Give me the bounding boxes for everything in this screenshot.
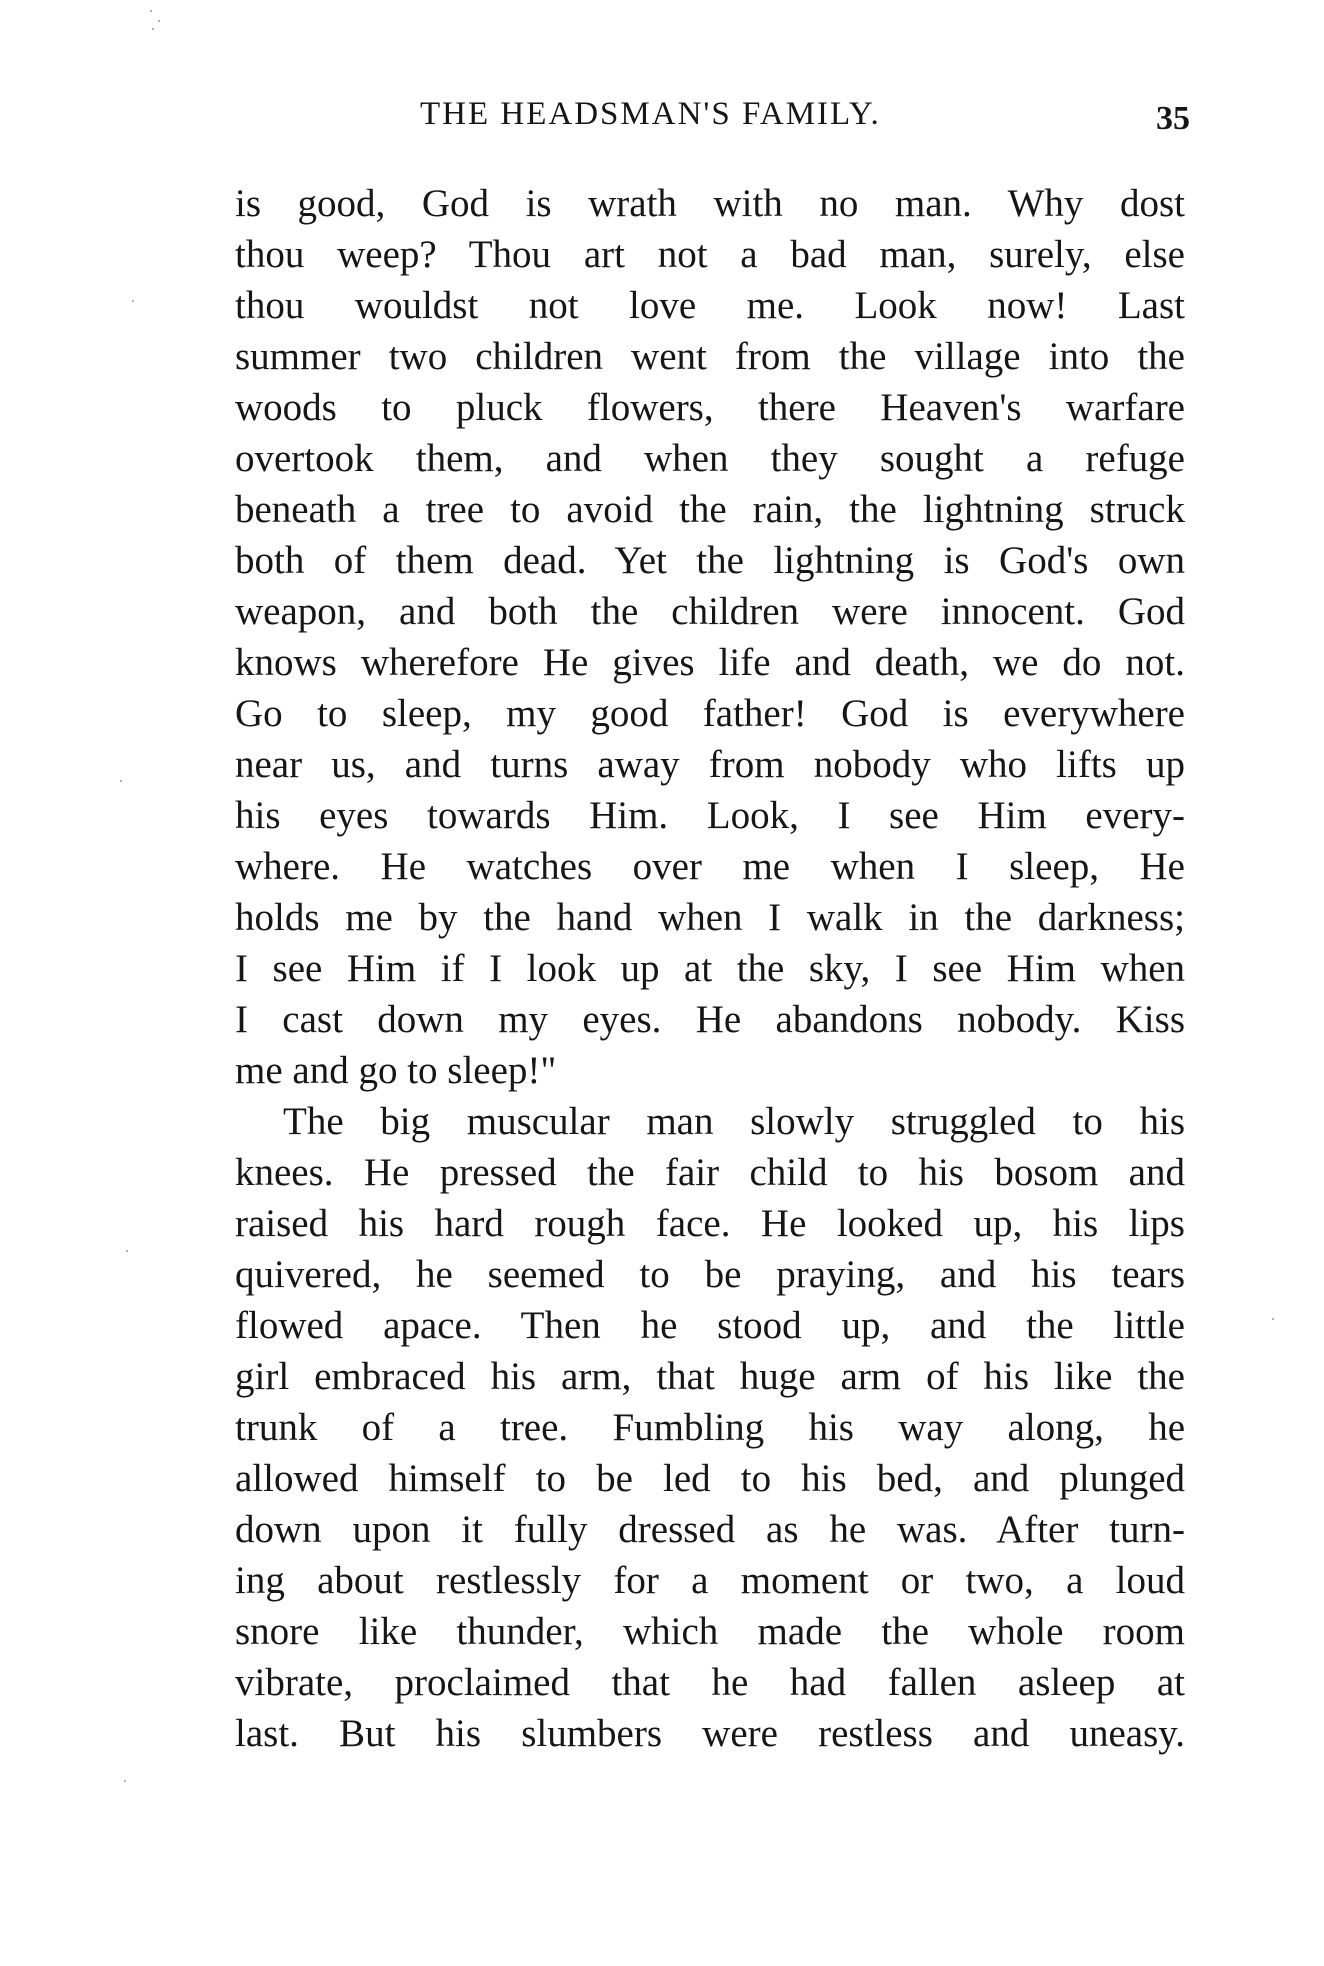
text-line: woods to pluck flowers, there Heaven's warfare [235, 386, 1185, 429]
text-line: knows wherefore He gives life and death, we do not. [235, 641, 1185, 684]
text-line: thou wouldst not love me. Look now! Last [235, 284, 1185, 327]
scan-speck [126, 1250, 128, 1252]
text-line: I see Him if I look up at the sky, I see Him when [235, 947, 1185, 990]
text-line: ing about restlessly for a moment or two, a loud [235, 1559, 1185, 1602]
page-number: 35 [1156, 100, 1190, 137]
text-line: vibrate, proclaimed that he had fallen asleep at [235, 1661, 1185, 1704]
text-line: me and go to sleep!" [235, 1049, 557, 1092]
paragraph-1 [235, 178, 1185, 1096]
text-line: raised his hard rough face. He looked up, his lips [235, 1202, 1185, 1245]
text-line: I cast down my eyes. He abandons nobody. Kiss [235, 998, 1185, 1041]
text-line: Go to sleep, my good father! God is everywhere [235, 692, 1185, 735]
body-text [235, 178, 1185, 1759]
scan-speck [1272, 1318, 1274, 1320]
text-line: thou weep? Thou art not a bad man, surely, else [235, 233, 1185, 276]
text-line: down upon it fully dressed as he was. After turn- [235, 1508, 1185, 1551]
text-line: both of them dead. Yet the lightning is God's own [235, 539, 1185, 582]
text-line: The big muscular man slowly struggled to his [283, 1100, 1185, 1143]
scan-speck [158, 20, 160, 22]
text-line: trunk of a tree. Fumbling his way along, he [235, 1406, 1185, 1449]
text-line: knees. He pressed the fair child to his bosom and [235, 1151, 1185, 1194]
paragraph-2 [235, 1096, 1185, 1759]
text-line: snore like thunder, which made the whole room [235, 1610, 1185, 1653]
scan-speck [120, 780, 122, 782]
scan-speck [124, 1780, 126, 1782]
text-line: weapon, and both the children were innocent. God [235, 590, 1185, 633]
text-line: where. He watches over me when I sleep, He [235, 845, 1185, 888]
text-line: holds me by the hand when I walk in the darkness; [235, 896, 1185, 939]
text-line: quivered, he seemed to be praying, and his tears [235, 1253, 1185, 1296]
scan-speck [150, 10, 152, 12]
text-line: girl embraced his arm, that huge arm of his like the [235, 1355, 1185, 1398]
text-line: summer two children went from the village into the [235, 335, 1185, 378]
text-line: last. But his slumbers were restless and uneasy. [235, 1712, 1185, 1755]
text-line: his eyes towards Him. Look, I see Him every- [235, 794, 1185, 837]
text-line: flowed apace. Then he stood up, and the little [235, 1304, 1185, 1347]
text-line: beneath a tree to avoid the rain, the lightning struck [235, 488, 1185, 531]
text-line: is good, God is wrath with no man. Why dost [235, 182, 1185, 225]
text-line: near us, and turns away from nobody who lifts up [235, 743, 1185, 786]
scan-speck [152, 28, 154, 30]
running-head: THE HEADSMAN'S FAMILY. [420, 96, 881, 132]
text-line: overtook them, and when they sought a refuge [235, 437, 1185, 480]
text-line: allowed himself to be led to his bed, and plunged [235, 1457, 1185, 1500]
scan-speck [132, 300, 134, 302]
